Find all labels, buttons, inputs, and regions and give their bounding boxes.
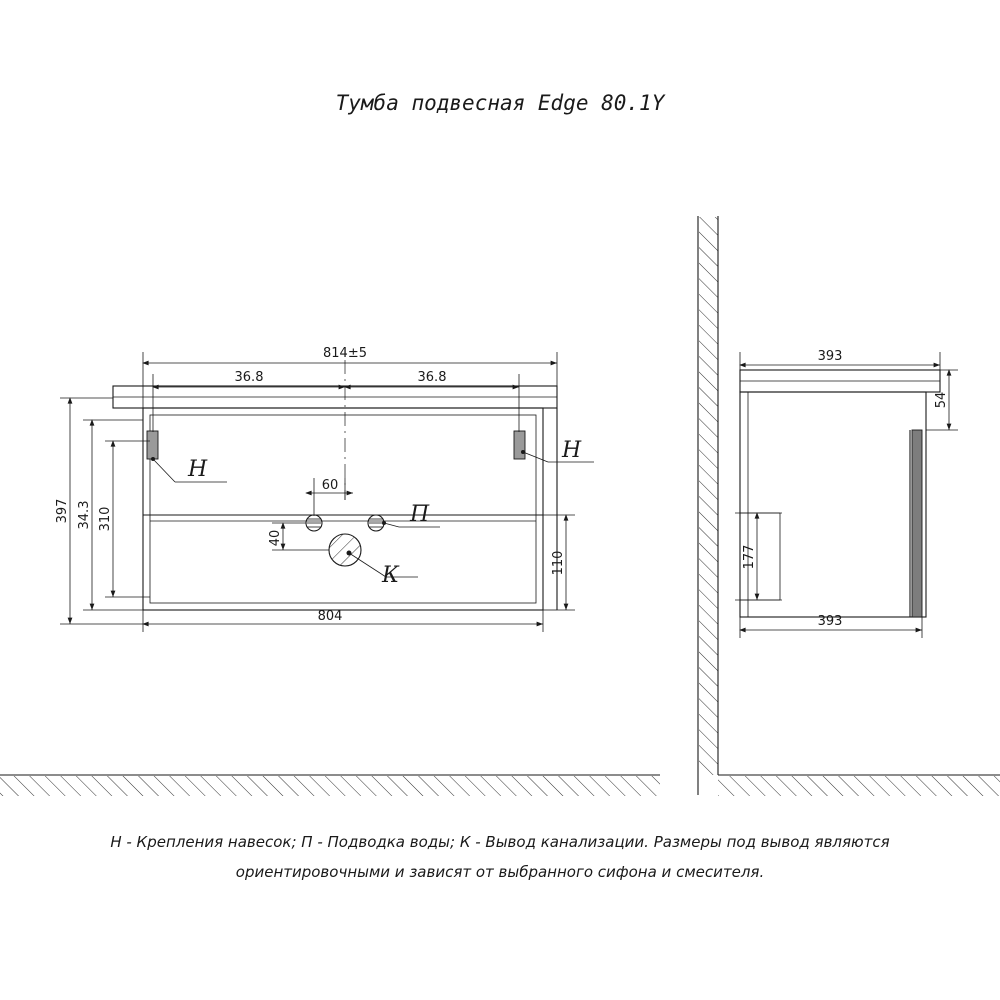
dim-top-height	[926, 370, 958, 430]
dim-hanger-right-text: 36.8	[417, 370, 447, 385]
side-back-panel	[912, 430, 922, 617]
dim-bottom-width-text: 804	[317, 609, 343, 624]
dim-hanger-left-text: 36.8	[234, 370, 264, 385]
note-line-1: Н - Крепления навесок; П - Подводка воды; К - Вывод канализации. Размеры под вывод являются	[110, 833, 890, 851]
dim-inner-height	[735, 513, 782, 600]
dim-height-310	[98, 441, 150, 597]
sewer-outlet	[329, 534, 361, 566]
dim-bottom-width	[143, 609, 543, 632]
ground-hatching-left	[0, 775, 660, 796]
hanger-bracket-left	[147, 431, 158, 459]
dim-drain-offset-x-text: 60	[321, 478, 339, 493]
label-hanger-left: Н	[188, 457, 208, 482]
dim-top-depth-text: 393	[817, 349, 843, 364]
dim-right-height-text: 110	[551, 550, 566, 576]
dim-bottom-depth-text: 393	[817, 614, 843, 629]
dim-bottom-depth	[740, 614, 922, 638]
page-title: Тумба подвесная Edge 80.1Y	[335, 91, 665, 115]
label-sewer: К	[382, 563, 400, 588]
note-line-2: ориентировочными и зависят от выбранного сифона и смесителя.	[235, 863, 765, 881]
dim-inner-height-text: 177	[742, 544, 757, 570]
dim-drain-offset-y-text: 40	[268, 529, 283, 547]
label-water: П	[410, 502, 430, 527]
dim-height-310-text: 310	[98, 506, 113, 532]
dim-drain-offset-x	[306, 478, 353, 516]
dim-overall-width	[143, 346, 557, 410]
leader-hanger-left	[151, 457, 227, 482]
dim-overall-width-text: 814±5	[323, 346, 367, 361]
wall-hatching-right	[698, 216, 1000, 796]
label-hanger-right: Н	[562, 438, 582, 463]
dim-total-height-text: 397	[55, 498, 70, 524]
dim-height-343-text: 34.3	[77, 500, 92, 530]
dim-top-height-text: 54	[934, 391, 949, 409]
dim-right-height	[551, 515, 575, 610]
dim-top-depth	[740, 349, 940, 372]
hanger-bracket-right	[514, 431, 525, 459]
side-view	[735, 349, 958, 638]
front-view	[55, 346, 594, 632]
dim-hanger-offsets	[153, 370, 519, 432]
